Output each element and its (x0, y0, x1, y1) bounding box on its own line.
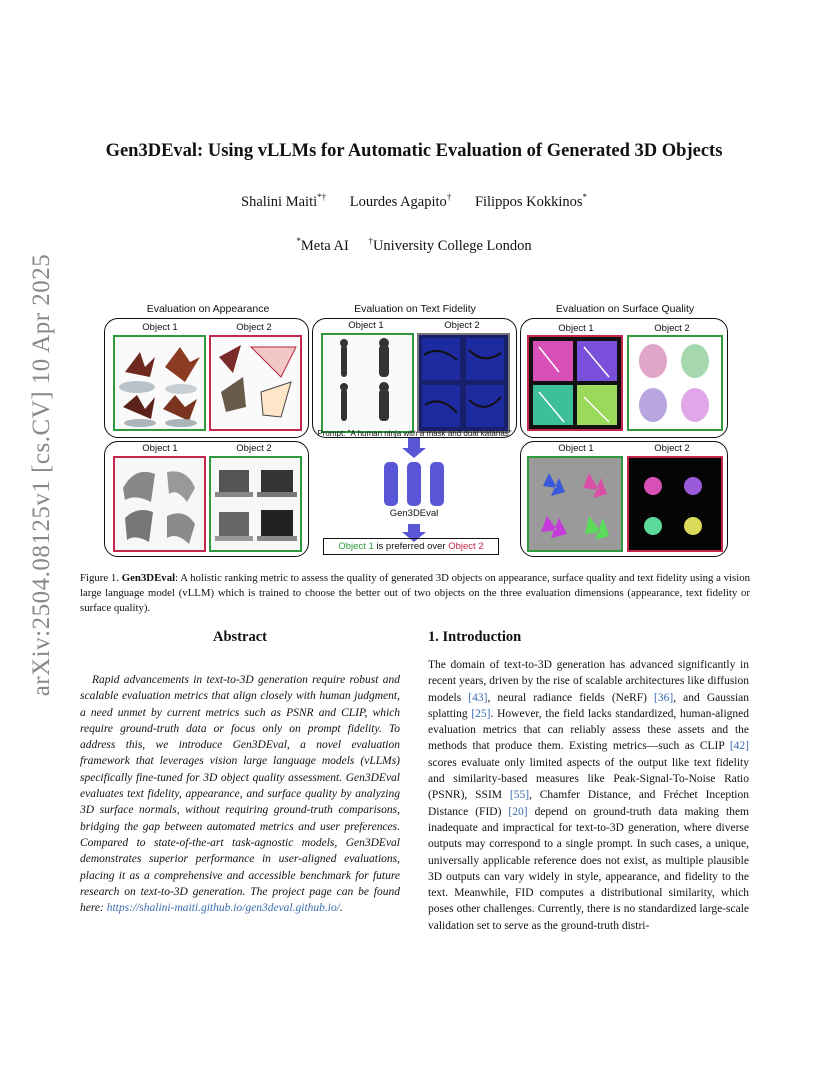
affiliation-2: †University College London (368, 236, 532, 254)
normal-map-image (529, 337, 621, 429)
object-2-label: Object 2 (236, 443, 272, 454)
caption-name: Gen3DEval (121, 572, 176, 584)
author-1: Shalini Maiti*† (241, 192, 327, 210)
object-2-normals (627, 335, 723, 431)
citation-link[interactable]: [55] (509, 789, 530, 802)
object-1-ninja (321, 333, 414, 433)
abstract-text: Rapid advancements in text-to-3D generation require robust and scalable evaluation metrics that align closely with human judgment, a need unmet by current metrics such as PSNR and CLIP, which require ground-truth data or focus only on prompt fidelity. To address this, we introduce Gen3DEval, a novel evaluation framework that leverages vision large language models (vLLMs) specifically fine-tuned for 3D object quality assessment. Gen3DEval evaluates text fidelity, appearance, and surface quality by analyzing 3D surface normals, without requiring ground-truth comparisons, bridging the gap between automated metrics and user preferences. Compared to state-of-the-art task-agnostic models, Gen3DEval demonstrates superior performance in user-aligned evaluations, placing it as a comprehensive and accessible benchmark for future research on text-to-3D generation. The project page can be found here: (80, 674, 400, 915)
object-2-flowers (627, 456, 723, 552)
author-list (0, 192, 828, 211)
arxiv-identifier (22, 253, 62, 697)
figure-caption (80, 571, 750, 616)
object-1-chairs (113, 456, 206, 552)
appearance-panel-bottom (104, 441, 309, 557)
abstract-heading: Abstract (213, 629, 267, 645)
gen3deval-model (368, 438, 460, 550)
caption-label: Figure 1. (80, 572, 119, 584)
object-1-label: Object 1 (142, 322, 178, 333)
object-2-ninja (417, 333, 510, 433)
prompt-text: Prompt: "A human ninja with a mask and dual katanas" (317, 429, 512, 438)
citation-link[interactable]: [42] (729, 740, 749, 753)
object-1-flowers (527, 456, 623, 552)
citation-link[interactable]: [25] (471, 707, 491, 720)
paper-title: Gen3DEval: Using vLLMs for Automatic Evaluation of Generated 3D Objects (105, 141, 723, 161)
object-1-normals (527, 335, 623, 431)
object-2-laptops (209, 456, 302, 552)
laptop-render-image (211, 458, 300, 550)
intro-heading: 1. Introduction (428, 629, 522, 645)
affiliations (0, 236, 828, 255)
citation-link[interactable]: [36] (654, 691, 674, 704)
surface-quality-panel-bottom (520, 441, 728, 557)
intro-body: The domain of text-to-3D generation has advanced significantly in recent years, driven by the rise of scalable architectures like diffusion models [43], neural radiance fields (NeRF) [36], and Gaussian splatting [25]. However, the field lacks standardized, human-aligned evaluation metrics that can reliably assess these assets and the methods that produce them. Existing metrics—such as CLIP [42] scores evaluate only limited aspects of the output like text fidelity and similarity-based measures like Peak-Signal-To-Noise Ratio (PSNR), SSIM [55], Chamfer Distance, and Fréchet Inception Distance (FID) [20] depend on ground-truth data making them inadequate and impractical for text-to-3D generation, where diverse outputs may correspond to a single prompt. In such cases, a unique, universally applicable reference does not exist, as multiple plausible 3D outputs can vary widely in style, appearance, and fidelity to the text. Meanwhile, FID computes a distributional similarity, which poses other challenges. Currently, there is no standardized large-scale validation set to serve as the ground-truth distri- (428, 659, 750, 932)
affiliation-1: *Meta AI (296, 236, 349, 254)
result-rejected: Object 2 (448, 541, 484, 552)
abstract-body: Rapid advancements in text-to-3D generation require robust and scalable evaluation metrics that align closely with human judgment, a need unmet by current metrics such as PSNR and CLIP, which require ground-truth data or focus only on prompt fidelity. To address this, we introduce Gen3DEval, a novel evaluation framework that leverages vision large language models (vLLMs) specifically fine-tuned for 3D object quality assessment. Gen3DEval evaluates text fidelity, appearance, and surface quality by analyzing 3D surface normals, without requiring ground-truth comparisons, bridging the gap between automated metrics and user preferences. Compared to state-of-the-art task-agnostic models, Gen3DEval demonstrates superior performance in user-aligned evaluations, placing it as a comprehensive and accessible benchmark for future research on text-to-3D generation. The project page can be found here: https://shalini-maiti.github.io/gen3deval.github.io/. (80, 674, 400, 915)
model-name: Gen3DEval (389, 508, 439, 519)
object-2-label: Object 2 (654, 323, 690, 334)
text-fidelity-panel (312, 318, 517, 438)
figure-1 (100, 298, 730, 560)
author-2: Lourdes Agapito† (349, 192, 452, 210)
object-2-label: Object 2 (236, 322, 272, 333)
group-title-appearance: Evaluation on Appearance (146, 303, 270, 315)
ninja-render-image (419, 335, 508, 431)
result-mid: is preferred over (373, 541, 449, 552)
appearance-panel-top (104, 318, 309, 438)
arxiv-id-text: arXiv:2504.08125v1 [cs.CV] 10 Apr 2025 (28, 253, 55, 697)
group-title-surface-quality: Evaluation on Surface Quality (555, 303, 695, 315)
normal-map-image (629, 337, 721, 429)
citation-link[interactable]: [20] (508, 805, 528, 818)
object-1-dragons (113, 335, 206, 431)
ninja-render-image (323, 335, 412, 431)
object-2-label: Object 2 (654, 443, 690, 454)
caption-text: : A holistic ranking metric to assess the quality of generated 3D objects on appearance, surface quality and text fidelity using a vision large language model (vLLM) which is trained to choose the better out of two objects on the three evaluation dimensions (appearance, text fidelity or surface quality). (80, 572, 750, 614)
surface-quality-panel-top (520, 318, 728, 438)
chair-render-image (115, 458, 204, 550)
object-1-label: Object 1 (142, 443, 178, 454)
object-1-label: Object 1 (348, 320, 384, 331)
normal-map-image (629, 458, 721, 550)
dragon-render-image (115, 337, 204, 429)
object-2-dragons (209, 335, 302, 431)
dragon-render-image (211, 337, 300, 429)
citation-link[interactable]: [43] (468, 691, 488, 704)
object-1-label: Object 1 (558, 443, 594, 454)
object-2-label: Object 2 (444, 320, 480, 331)
project-page-link[interactable]: https://shalini-maiti.github.io/gen3deval.github.io/ (106, 902, 340, 915)
result-preferred: Object 1 (338, 541, 374, 552)
object-1-label: Object 1 (558, 323, 594, 334)
model-diagram (368, 438, 460, 550)
result-box (323, 538, 499, 555)
group-title-text-fidelity: Evaluation on Text Fidelity (354, 303, 476, 315)
normal-map-image (529, 458, 621, 550)
author-3: Filippos Kokkinos* (474, 192, 587, 210)
